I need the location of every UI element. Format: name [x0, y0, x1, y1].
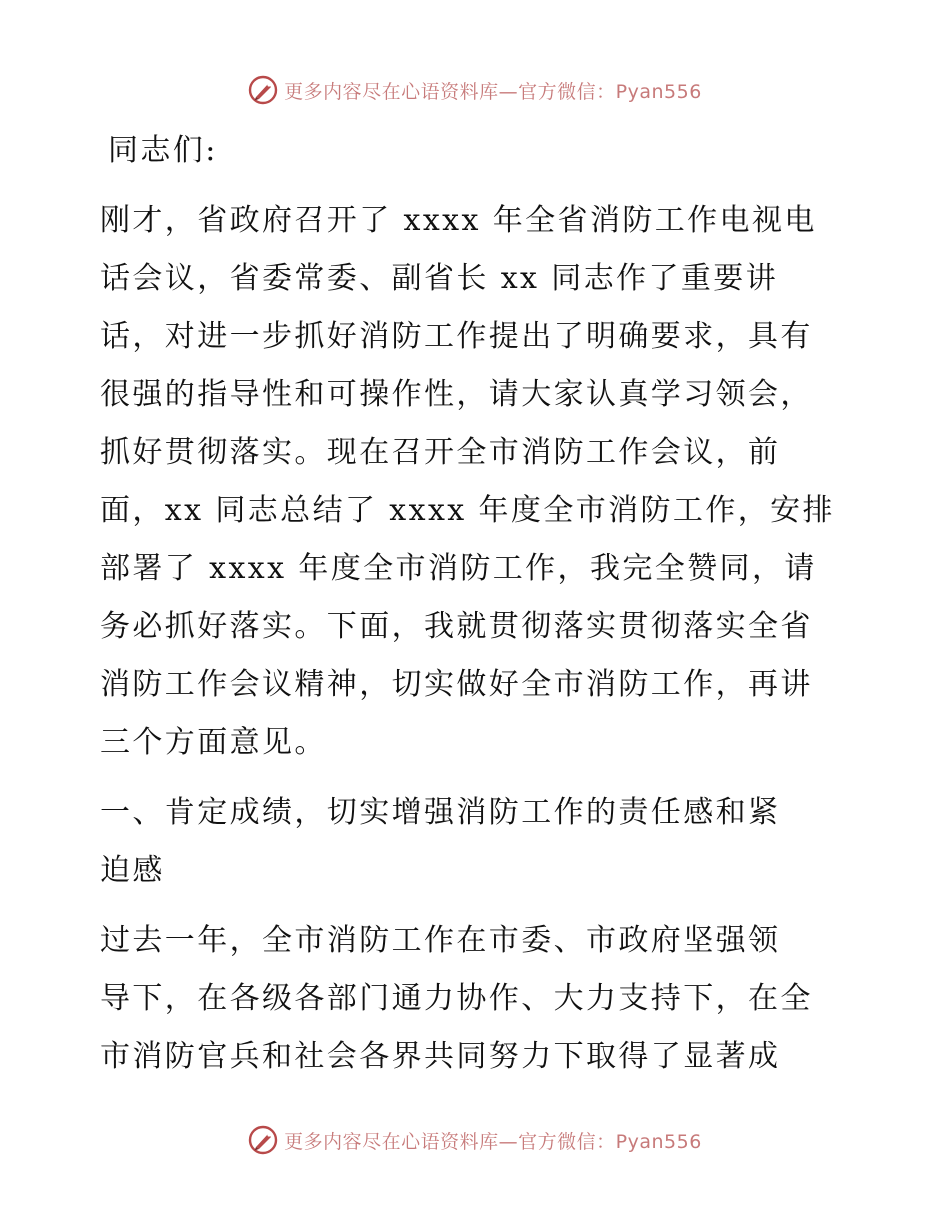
text-line: 市消防官兵和社会各界共同努力下取得了显著成 [100, 1039, 781, 1074]
pen-circle-icon [248, 75, 278, 105]
text-line: 务必抓好落实。下面，我就贯彻落实贯彻落实全省 [100, 609, 813, 644]
text-line: 很强的指导性和可操作性，请大家认真学习领会， [100, 377, 813, 412]
text-line: 过去一年，全市消防工作在市委、市政府坚强领 [100, 923, 781, 958]
text-line: 三个方面意见。 [100, 725, 327, 760]
paragraph-achievements [100, 912, 860, 1086]
text-line: 消防工作会议精神，切实做好全市消防工作，再讲 [100, 667, 813, 702]
text-line: 部署了 xxxx 年度全市消防工作，我完全赞同，请 [100, 551, 817, 586]
greeting: 同志们: [108, 133, 218, 168]
section-heading [100, 784, 860, 900]
document-body [100, 122, 860, 1086]
text-line: 导下，在各级各部门通力协作、大力支持下，在全 [100, 981, 813, 1016]
text-line: 刚才，省政府召开了 xxxx 年全省消防工作电视电 [100, 203, 817, 238]
footer-watermark [0, 1120, 950, 1160]
heading-line: 一、肯定成绩，切实增强消防工作的责任感和紧 [100, 795, 781, 830]
text-line: 话，对进一步抓好消防工作提出了明确要求，具有 [100, 319, 813, 354]
pen-circle-icon [248, 1125, 278, 1155]
paragraph-intro [100, 192, 860, 772]
heading-line: 迫感 [100, 853, 165, 888]
watermark-text: 更多内容尽在心语资料库—官方微信：Pyan556 [284, 1130, 702, 1153]
text-line: 面，xx 同志总结了 xxxx 年度全市消防工作，安排 [100, 493, 835, 528]
header-watermark [0, 70, 950, 110]
watermark-text: 更多内容尽在心语资料库—官方微信：Pyan556 [284, 80, 702, 103]
text-line: 抓好贯彻落实。现在召开全市消防工作会议，前 [100, 435, 781, 470]
text-line: 话会议，省委常委、副省长 xx 同志作了重要讲 [100, 261, 779, 296]
